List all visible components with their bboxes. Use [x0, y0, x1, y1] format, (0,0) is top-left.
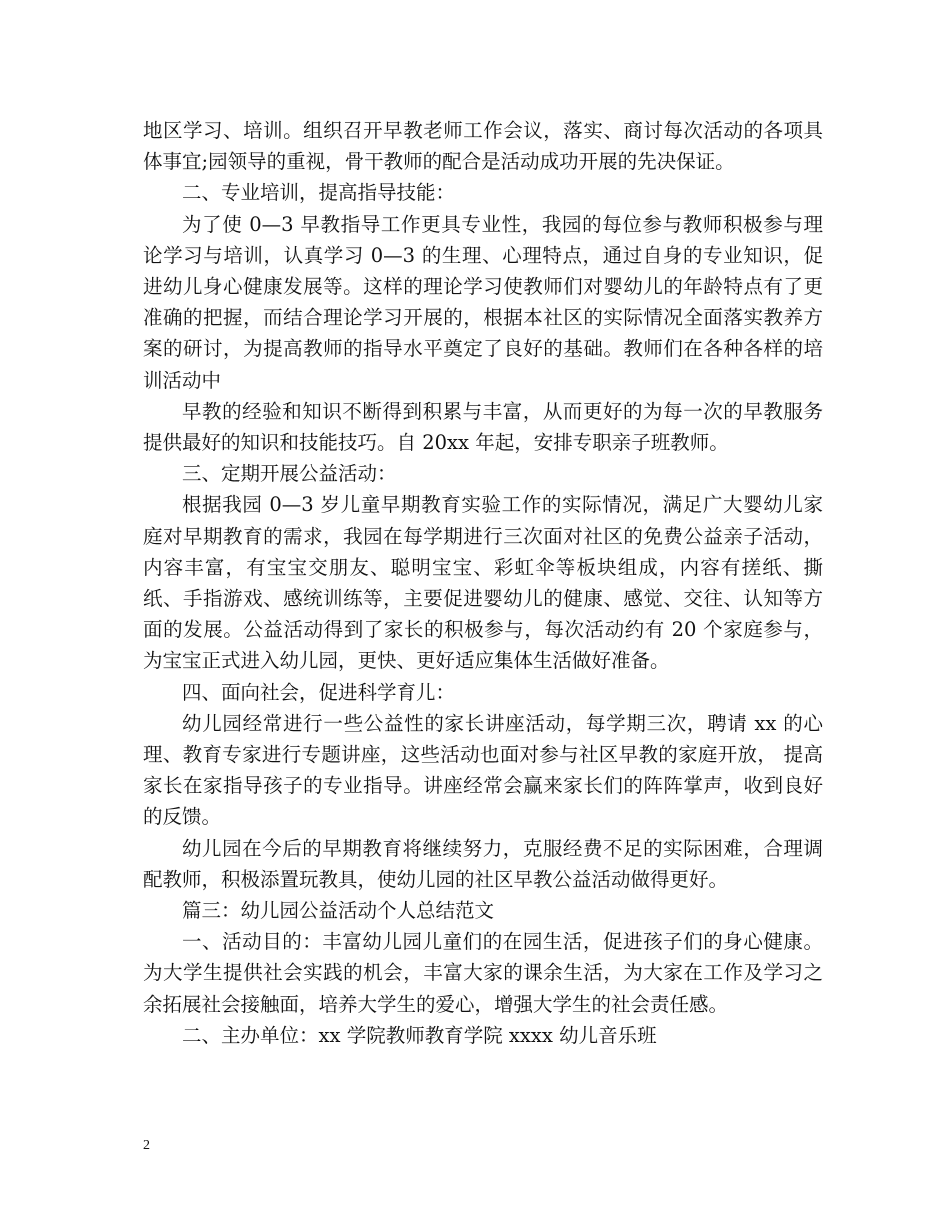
paragraph-4: 早教的经验和知识不断得到积累与丰富，从而更好的为每一次的早教服务提供最好的知识和技能技巧。自 20xx 年起，安排专职亲子班教师。 [143, 399, 823, 455]
section-heading-2: 二、专业培训，提高指导技能： [182, 181, 456, 205]
section-heading-3: 三、定期开展公益活动： [182, 462, 397, 486]
page-number: 2 [143, 1138, 150, 1153]
paragraph-3: 为了使 0—3 早教指导工作更具专业性，我园的每位参与教师积极参与理论学习与培训，认真学习 0—3 的生理、心理特点，通过自身的专业知识，促进幼儿身心健康发展等。这样的理论学习使教师们对婴幼儿的年龄特点有了更准确的把握，而结合理论学习开展的，根据本社区的实际情况全面落实教养方案的研讨，为提高教师的指导水平奠定了良好的基础。教师们在各种各样的培训活动中 [143, 212, 823, 392]
paragraph-9: 幼儿园在今后的早期教育将继续努力，克服经费不足的实际困难，合理调配教师，积极添置玩教具，使幼儿园的社区早教公益活动做得更好。 [143, 836, 823, 891]
paragraph-6: 根据我园 0—3 岁儿童早期教育实验工作的实际情况，满足广大婴幼儿家庭对早期教育的需求，我园在每学期进行三次面对社区的免费公益亲子活动，内容丰富，有宝宝交朋友、聪明宝宝、彩虹伞等板块组成，内容有搓纸、撕纸、手指游戏、感统训练等，主要促进婴幼儿的健康、感觉、交往、认知等方面的发展。公益活动得到了家长的积极参与，每次活动约有 20 个家庭参与，为宝宝正式进入幼儿园，更快、更好适应集体生活做好准备。 [143, 493, 823, 673]
document-body [143, 115, 823, 1051]
paragraph-8: 幼儿园经常进行一些公益性的家长讲座活动，每学期三次，聘请 xx 的心理、教育专家进行专题讲座，这些活动也面对参与社区早教的家庭开放， 提高家长在家指导孩子的专业指导。讲座经常会赢来家长们的阵阵掌声，收到良好的反馈。 [143, 711, 823, 829]
paragraph-1: 地区学习、培训。组织召开早教老师工作会议，落实、商讨每次活动的各项具体事宜;园领导的重视，骨干教师的配合是活动成功开展的先决保证。 [143, 119, 823, 174]
chapter-title: 篇三：幼儿园公益活动个人总结范文 [182, 899, 495, 923]
paragraph-12: 二、主办单位：xx 学院教师教育学院 xxxx 幼儿音乐班 [182, 1023, 657, 1047]
paragraph-11: 一、活动目的：丰富幼儿园儿童们的在园生活，促进孩子们的身心健康。为大学生提供社会实践的机会，丰富大家的课余生活，为大家在工作及学习之余拓展社会接触面，培养大学生的爱心，增强大学生的社会责任感。 [143, 930, 823, 1016]
section-heading-4: 四、面向社会，促进科学育儿： [182, 680, 456, 704]
